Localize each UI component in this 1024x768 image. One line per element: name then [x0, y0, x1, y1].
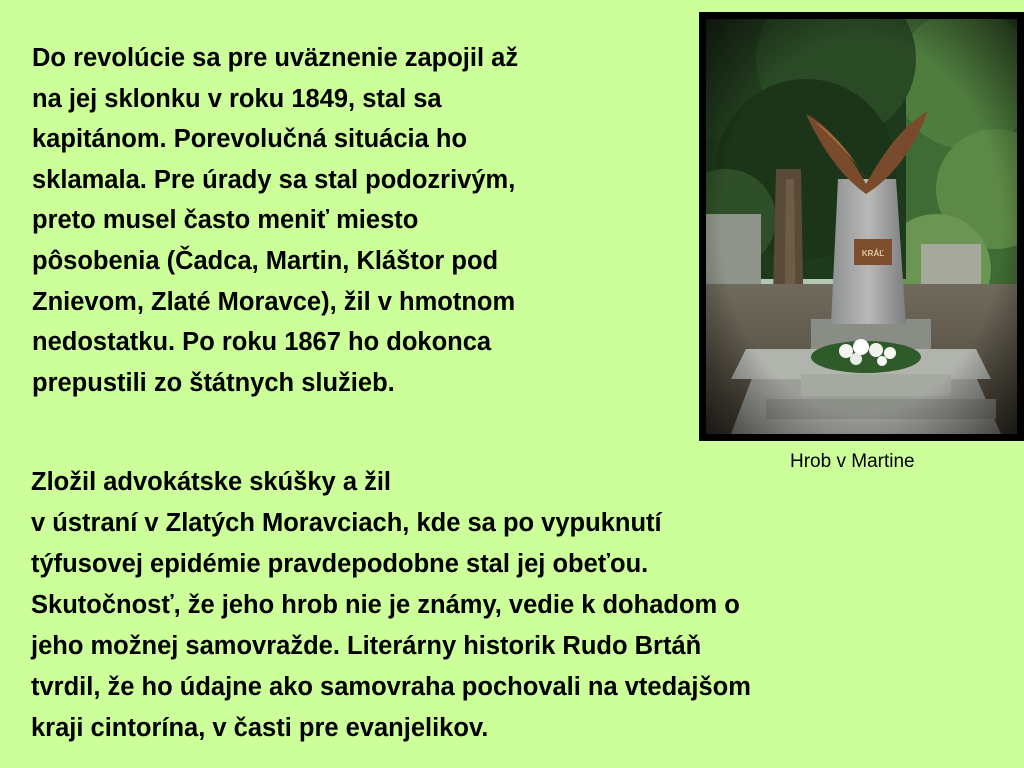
grave-photo-image [706, 19, 1017, 434]
grave-photo [699, 12, 1024, 441]
photo-caption: Hrob v Martine [790, 451, 915, 472]
paragraph-death: Zložil advokátske skúšky a žil v ústraní v Zlatých Moravciach, kde sa po vypuknutí týfusovej epidémie pravdepodobne stal jej obeťou. Skutočnosť, že jeho hrob nie je známy, vedie k dohadom o jeho možnej samovražde. Literárny historik Rudo Brtáň tvrdil, že ho údajne ako samovraha pochovali na vtedajšom kraji cintorína, v časti pre evanjelikov. [31, 468, 751, 742]
paragraph-revolution: Do revolúcie sa pre uväznenie zapojil až na jej sklonku v roku 1849, stal sa kapitánom. Porevolučná situácia ho sklamala. Pre úrady sa stal podozrivým, preto musel často meniť miesto pôsobenia (Čadca, Martin, Kláštor pod Znievom, Zlaté Moravce), žil v hmotnom nedostatku. Po roku 1867 ho dokonca prepustili zo štátnych služieb. [32, 44, 519, 397]
